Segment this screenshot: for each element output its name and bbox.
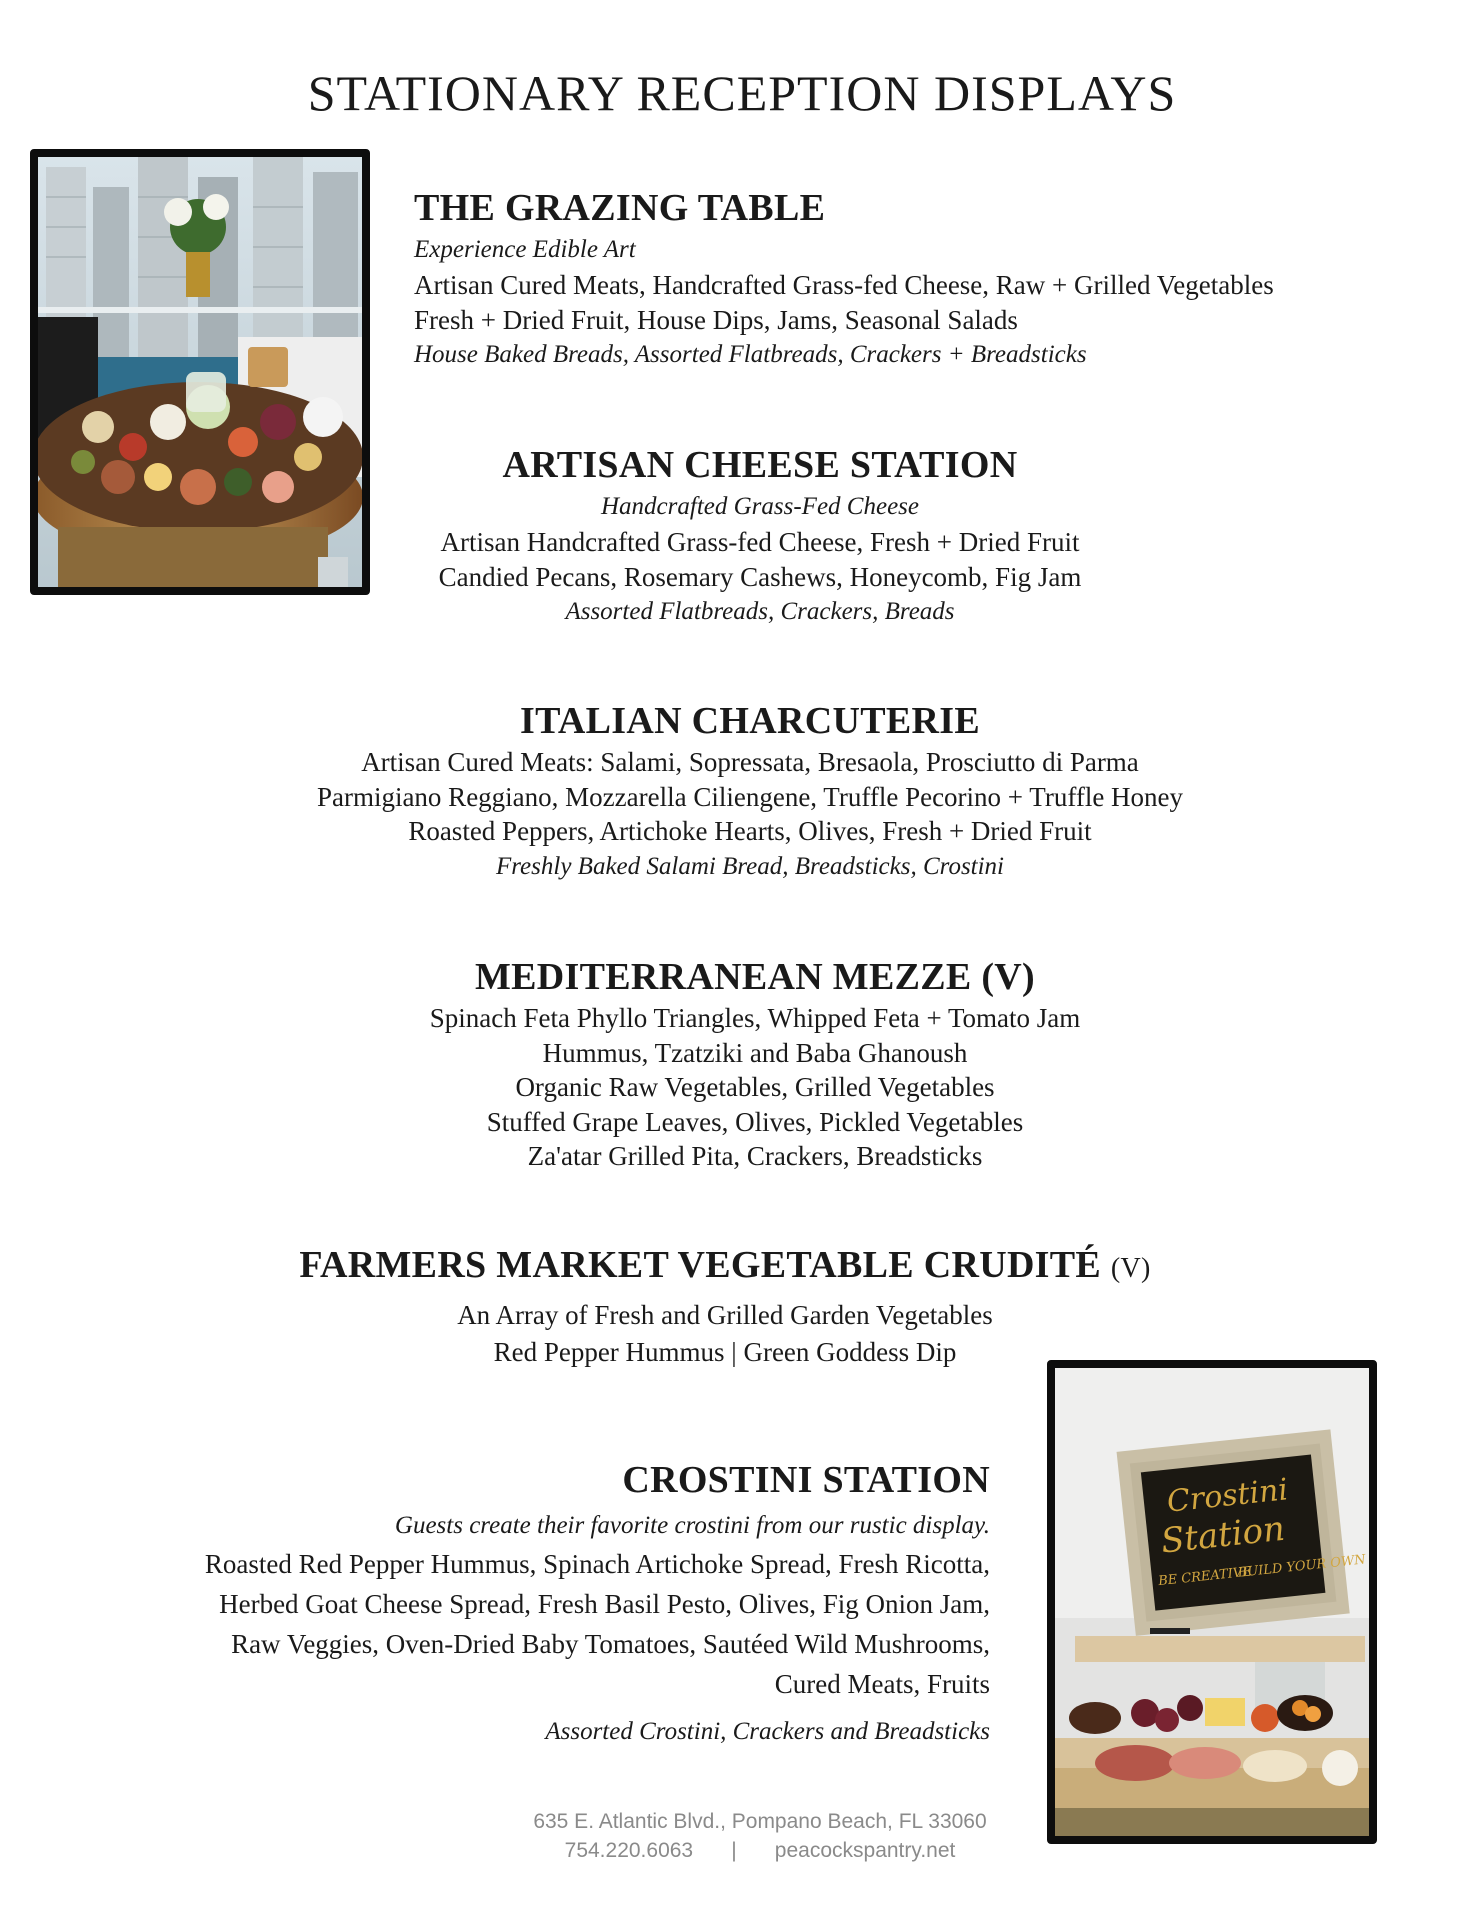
- section-subtitle: Handcrafted Grass-Fed Cheese: [601, 493, 919, 520]
- section-title: ARTISAN CHEESE STATION: [502, 444, 1018, 486]
- section-vegetable-crudite: [250, 1243, 1200, 1371]
- section-line: Spinach Feta Phyllo Triangles, Whipped Feta + Tomato Jam: [429, 1003, 1081, 1033]
- section-line: Organic Raw Vegetables, Grilled Vegetables: [515, 1072, 995, 1102]
- section-footnote: Assorted Flatbreads, Crackers, Breads: [565, 598, 955, 625]
- section-mediterranean-mezze: [355, 955, 1155, 1174]
- crostini-station-photo: [1047, 1360, 1377, 1844]
- section-title: THE GRAZING TABLE: [414, 187, 826, 229]
- sign-left: BE CREATIVE: [1157, 1564, 1253, 1590]
- footer-separator: |: [731, 1839, 737, 1862]
- section-line: Roasted Red Pepper Hummus, Spinach Artichoke Spread, Fresh Ricotta,: [204, 1549, 990, 1579]
- section-line: Artisan Handcrafted Grass-fed Cheese, Fresh + Dried Fruit: [440, 527, 1080, 557]
- section-line: Red Pepper Hummus | Green Goddess Dip: [493, 1337, 957, 1367]
- section-line: Raw Veggies, Oven-Dried Baby Tomatoes, Sautéed Wild Mushrooms,: [231, 1629, 990, 1659]
- section-artisan-cheese: [380, 443, 1140, 630]
- grazing-table-illustration: [38, 157, 362, 587]
- section-grazing-table: [414, 186, 1374, 373]
- sign-right: BUILD YOUR OWN: [1237, 1552, 1367, 1581]
- crostini-station-illustration: [1055, 1368, 1369, 1836]
- section-line: Artisan Cured Meats: Salami, Sopressata, Bresaola, Prosciutto di Parma: [361, 747, 1139, 777]
- section-footnote: House Baked Breads, Assorted Flatbreads, Crackers + Breadsticks: [414, 341, 1087, 368]
- section-line: Cured Meats, Fruits: [774, 1669, 990, 1699]
- section-line: Parmigiano Reggiano, Mozzarella Ciliengene, Truffle Pecorino + Truffle Honey: [316, 781, 1184, 812]
- section-line: An Array of Fresh and Grilled Garden Vegetables: [457, 1300, 993, 1330]
- section-title: MEDITERRANEAN MEZZE (V): [474, 956, 1036, 998]
- section-title: [250, 1243, 1200, 1287]
- section-line: Fresh + Dried Fruit, House Dips, Jams, Seasonal Salads: [414, 304, 1018, 335]
- grazing-table-photo: [30, 149, 370, 595]
- footer-website[interactable]: peacockspantry.net: [774, 1839, 956, 1862]
- section-line: Za'atar Grilled Pita, Crackers, Breadsticks: [527, 1141, 983, 1171]
- section-title-text: FARMERS MARKET VEGETABLE CRUDITÉ: [299, 1244, 1102, 1286]
- section-footnote: Freshly Baked Salami Bread, Breadsticks, Crostini: [495, 852, 1005, 880]
- footer-contact: [500, 1836, 1020, 1865]
- section-line: Roasted Peppers, Artichoke Hearts, Olives, Fresh + Dried Fruit: [408, 816, 1092, 846]
- footer-phone[interactable]: 754.220.6063: [564, 1839, 694, 1862]
- section-title: CROSTINI STATION: [622, 1459, 990, 1501]
- section-title-tag: (V): [1110, 1253, 1151, 1284]
- page-title: STATIONARY RECEPTION DISPLAYS: [307, 65, 1177, 121]
- section-subtitle: Guests create their favorite crostini from our rustic display.: [394, 1512, 990, 1539]
- section-italian-charcuterie: [200, 699, 1300, 885]
- section-title: ITALIAN CHARCUTERIE: [519, 700, 980, 742]
- sign-line-2: Station: [1159, 1508, 1287, 1562]
- section-line: Stuffed Grape Leaves, Olives, Pickled Vegetables: [486, 1106, 1024, 1137]
- section-line: Artisan Cured Meats, Handcrafted Grass-fed Cheese, Raw + Grilled Vegetables: [414, 270, 1274, 300]
- section-crostini-station: [100, 1458, 990, 1750]
- section-line: Hummus, Tzatziki and Baba Ghanoush: [542, 1037, 968, 1068]
- footer-address: 635 E. Atlantic Blvd., Pompano Beach, FL 33060: [533, 1810, 987, 1833]
- footer: [500, 1807, 1020, 1865]
- sign-line-1: Crostini: [1165, 1472, 1290, 1520]
- section-subtitle: Experience Edible Art: [414, 236, 636, 263]
- section-line: Herbed Goat Cheese Spread, Fresh Basil Pesto, Olives, Fig Onion Jam,: [219, 1589, 990, 1619]
- section-line: Candied Pecans, Rosemary Cashews, Honeycomb, Fig Jam: [438, 561, 1082, 592]
- section-footnote: Assorted Crostini, Crackers and Breadsticks: [545, 1718, 990, 1745]
